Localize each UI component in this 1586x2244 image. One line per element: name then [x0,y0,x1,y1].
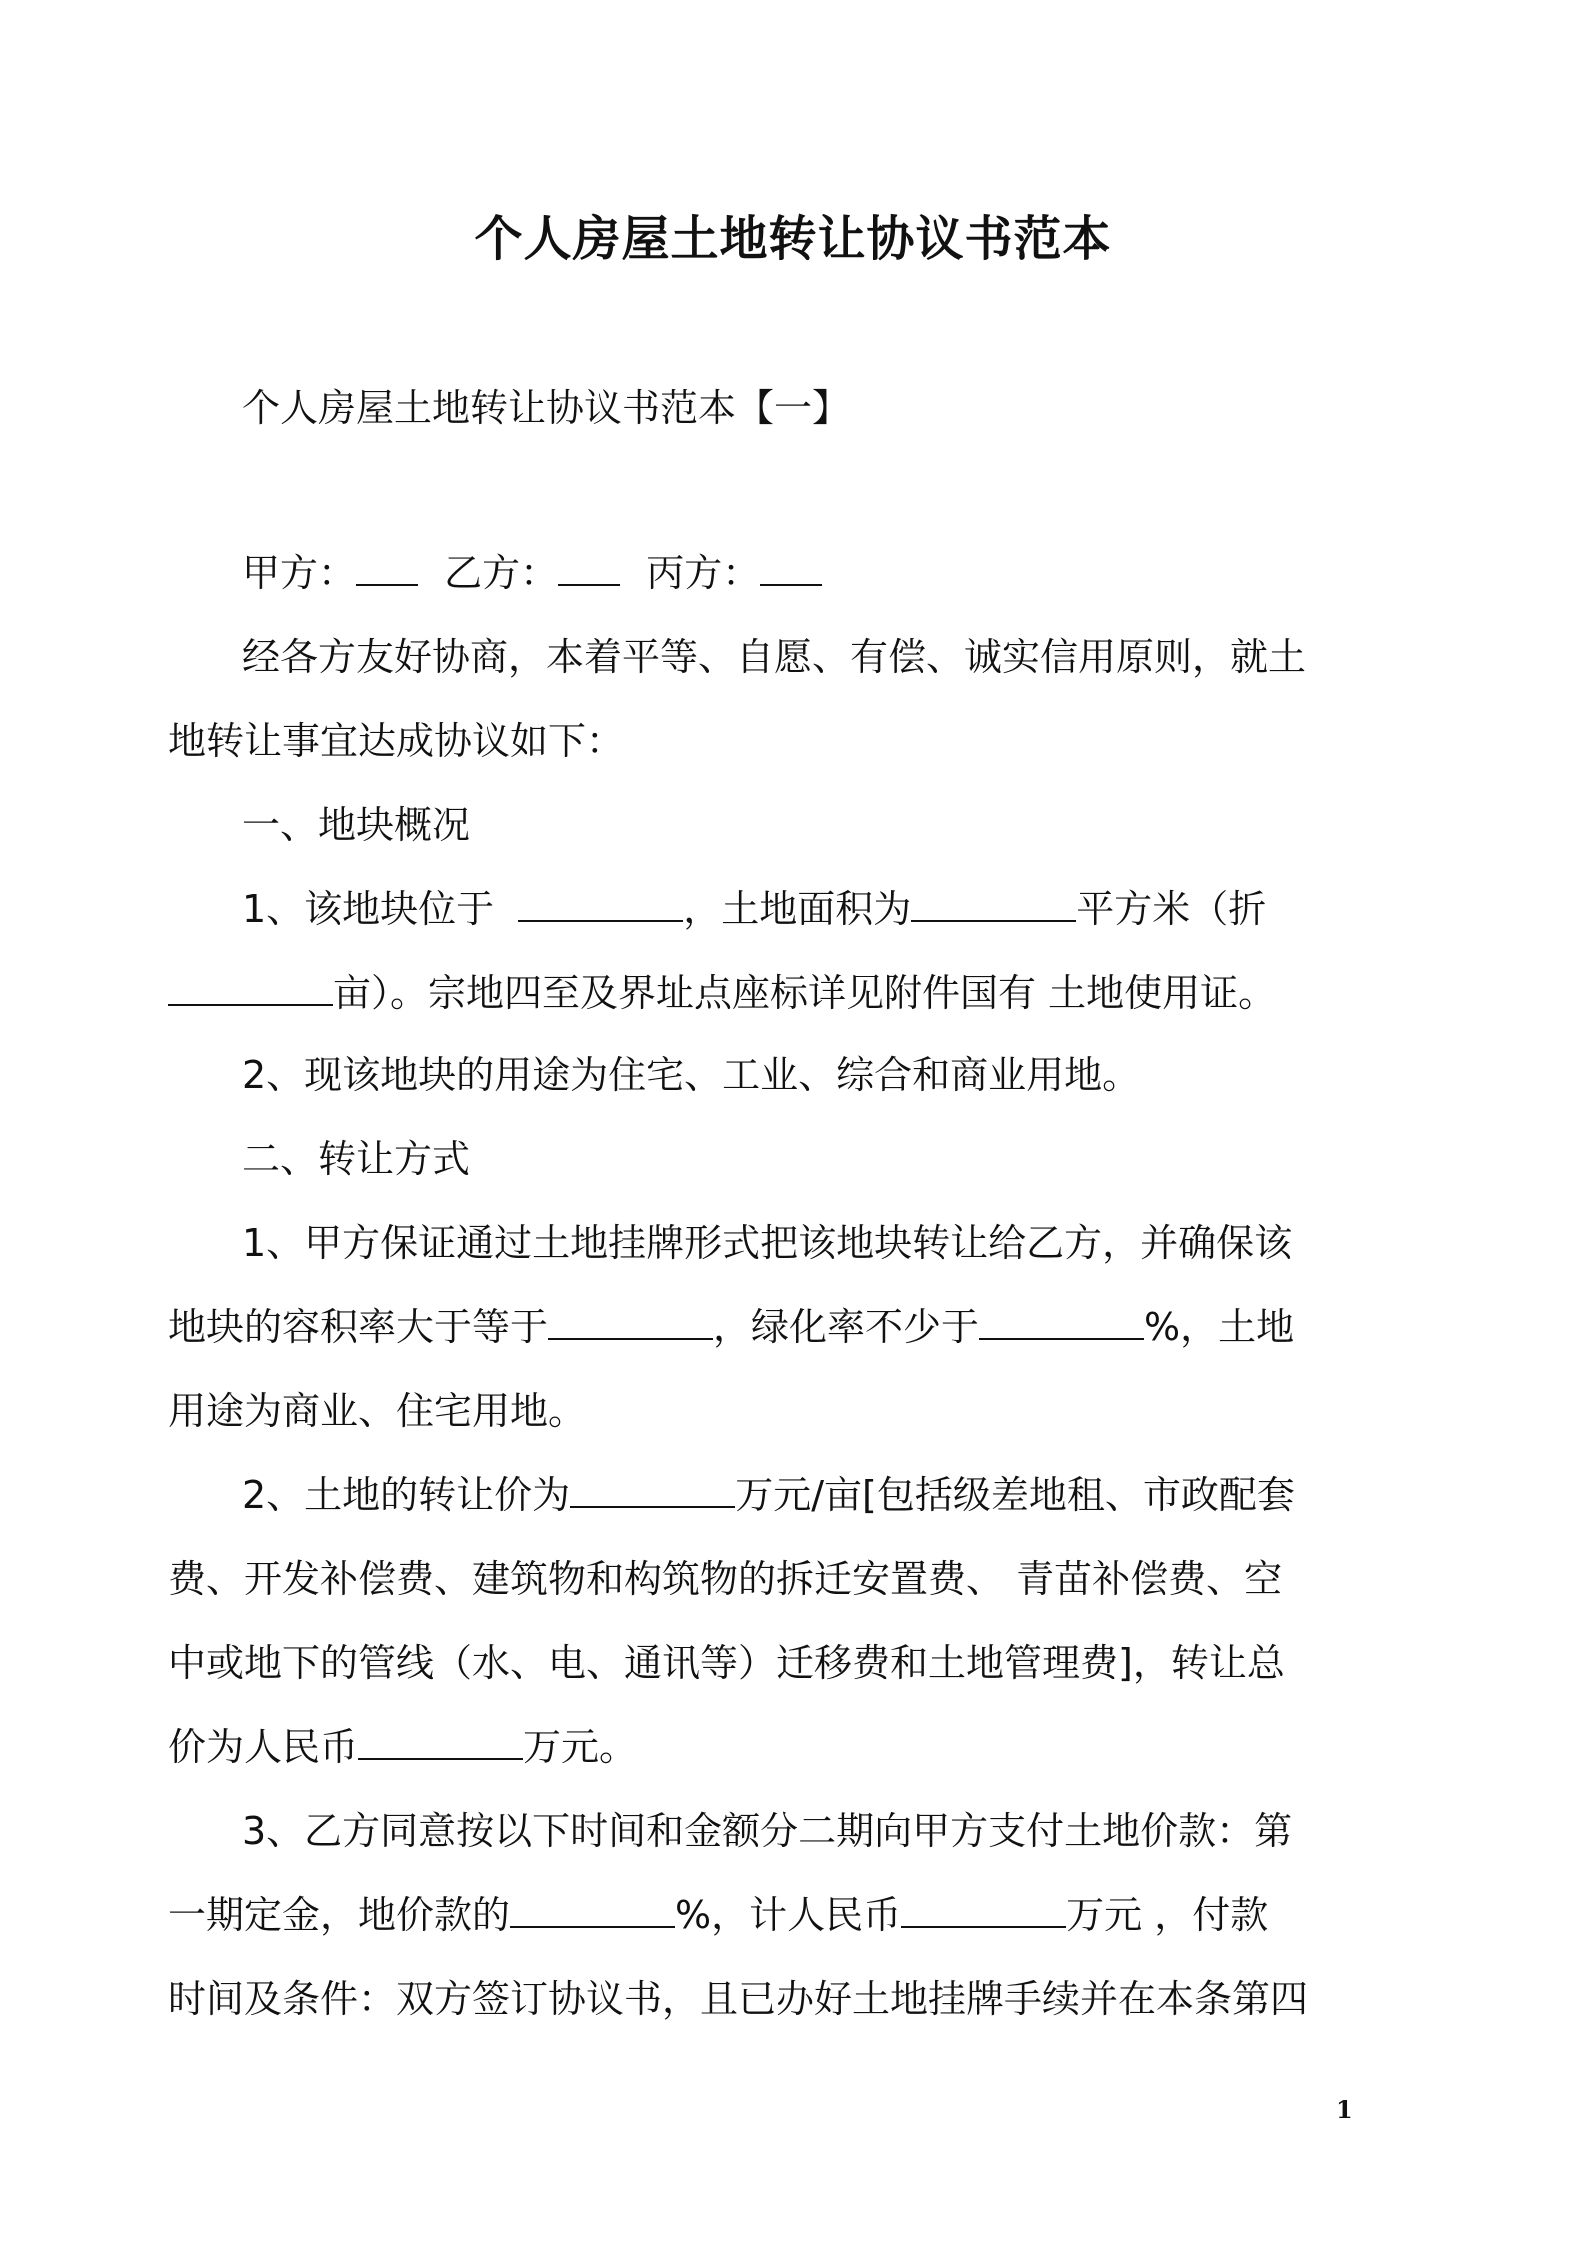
s2-item1-text-b: 地块的容积率大于等于 [168,1305,549,1349]
intro-line-2-text: 地转让事宜达成协议如下： [168,719,625,763]
s2-item1-line3: 用途为商业、住宅用地。 [168,1389,587,1433]
party-b-blank [558,548,620,586]
green-rate-blank [979,1302,1144,1340]
s2-item3-text-d: 万元 ，付款 [1066,1893,1269,1937]
deposit-percent-blank [510,1890,675,1928]
party-a-blank [356,548,418,586]
s2-item3-line3: 时间及条件：双方签订协议书，且已办好土地挂牌手续并在本条第四 [168,1977,1309,2021]
s2-item2-line2: 费、开发补偿费、建筑物和构筑物的拆迁安置费、 青苗补偿费、空 [168,1557,1283,1601]
document-subtitle: 个人房屋土地转让协议书范本【一】 [242,386,851,430]
s1-item1-text-a: 1、该地块位于 [242,887,495,931]
section-1-heading: 一、地块概况 [242,803,471,847]
party-c-label: 丙方： [646,551,761,595]
s1-item1-text-d: 亩）。宗地四至及界址点座标详见附件国有 土地使用证。 [333,971,1277,1015]
plot-ratio-blank [548,1302,713,1340]
s1-item2: 2、现该地块的用途为住宅、工业、综合和商业用地。 [242,1053,1141,1097]
s2-item2-text-f: 万元。 [523,1725,638,1769]
intro-line-2 [168,716,1352,766]
s2-item3-line1: 3、乙方同意按以下时间和金额分二期向甲方支付土地价款：第 [242,1809,1293,1853]
s2-item1-text-d: %，土地 [1144,1305,1295,1349]
intro-line-1: 经各方友好协商，本着平等、自愿、有偿、诚实信用原则，就土 [242,635,1307,679]
page-number: 1 [1336,2095,1353,2124]
s2-item2-line1 [242,1470,1352,1520]
party-c-blank [760,548,822,586]
s2-item3-line2 [168,1890,1278,1940]
s2-item2-text-e: 价为人民币 [168,1725,359,1769]
s1-item1-line2 [168,968,1278,1018]
mu-blank [168,968,333,1006]
total-price-blank [358,1722,523,1760]
location-blank [518,884,683,922]
document-title: 个人房屋土地转让协议书范本 [474,211,1112,267]
party-a-label: 甲方： [242,551,357,595]
parties-line [242,548,1352,598]
s2-item1-line2 [168,1302,1295,1352]
s2-item2-line4 [168,1722,1278,1772]
s2-item1-line1: 1、甲方保证通过土地挂牌形式把该地块转让给乙方，并确保该 [242,1221,1293,1265]
s2-item3-text-c: %，计人民币 [675,1893,902,1937]
s2-item2-text-a: 2、土地的转让价为 [242,1473,571,1517]
deposit-amount-blank [901,1890,1066,1928]
s1-item1-text-b: ，土地面积为 [683,887,912,931]
area-blank [911,884,1076,922]
party-b-label: 乙方： [444,551,559,595]
s1-item1-text-c: 平方米（折 [1076,887,1267,931]
s2-item3-text-b: 一期定金，地价款的 [168,1893,511,1937]
section-2-heading: 二、转让方式 [242,1137,471,1181]
s2-item2-text-b: 万元/亩[包括级差地租、市政配套 [735,1473,1295,1517]
s1-item1-line1 [242,884,1352,934]
s2-item1-text-c: ，绿化率不少于 [713,1305,980,1349]
s2-item2-line3: 中或地下的管线（水、电、通讯等）迁移费和土地管理费]，转让总 [168,1641,1285,1685]
unit-price-blank [570,1470,735,1508]
